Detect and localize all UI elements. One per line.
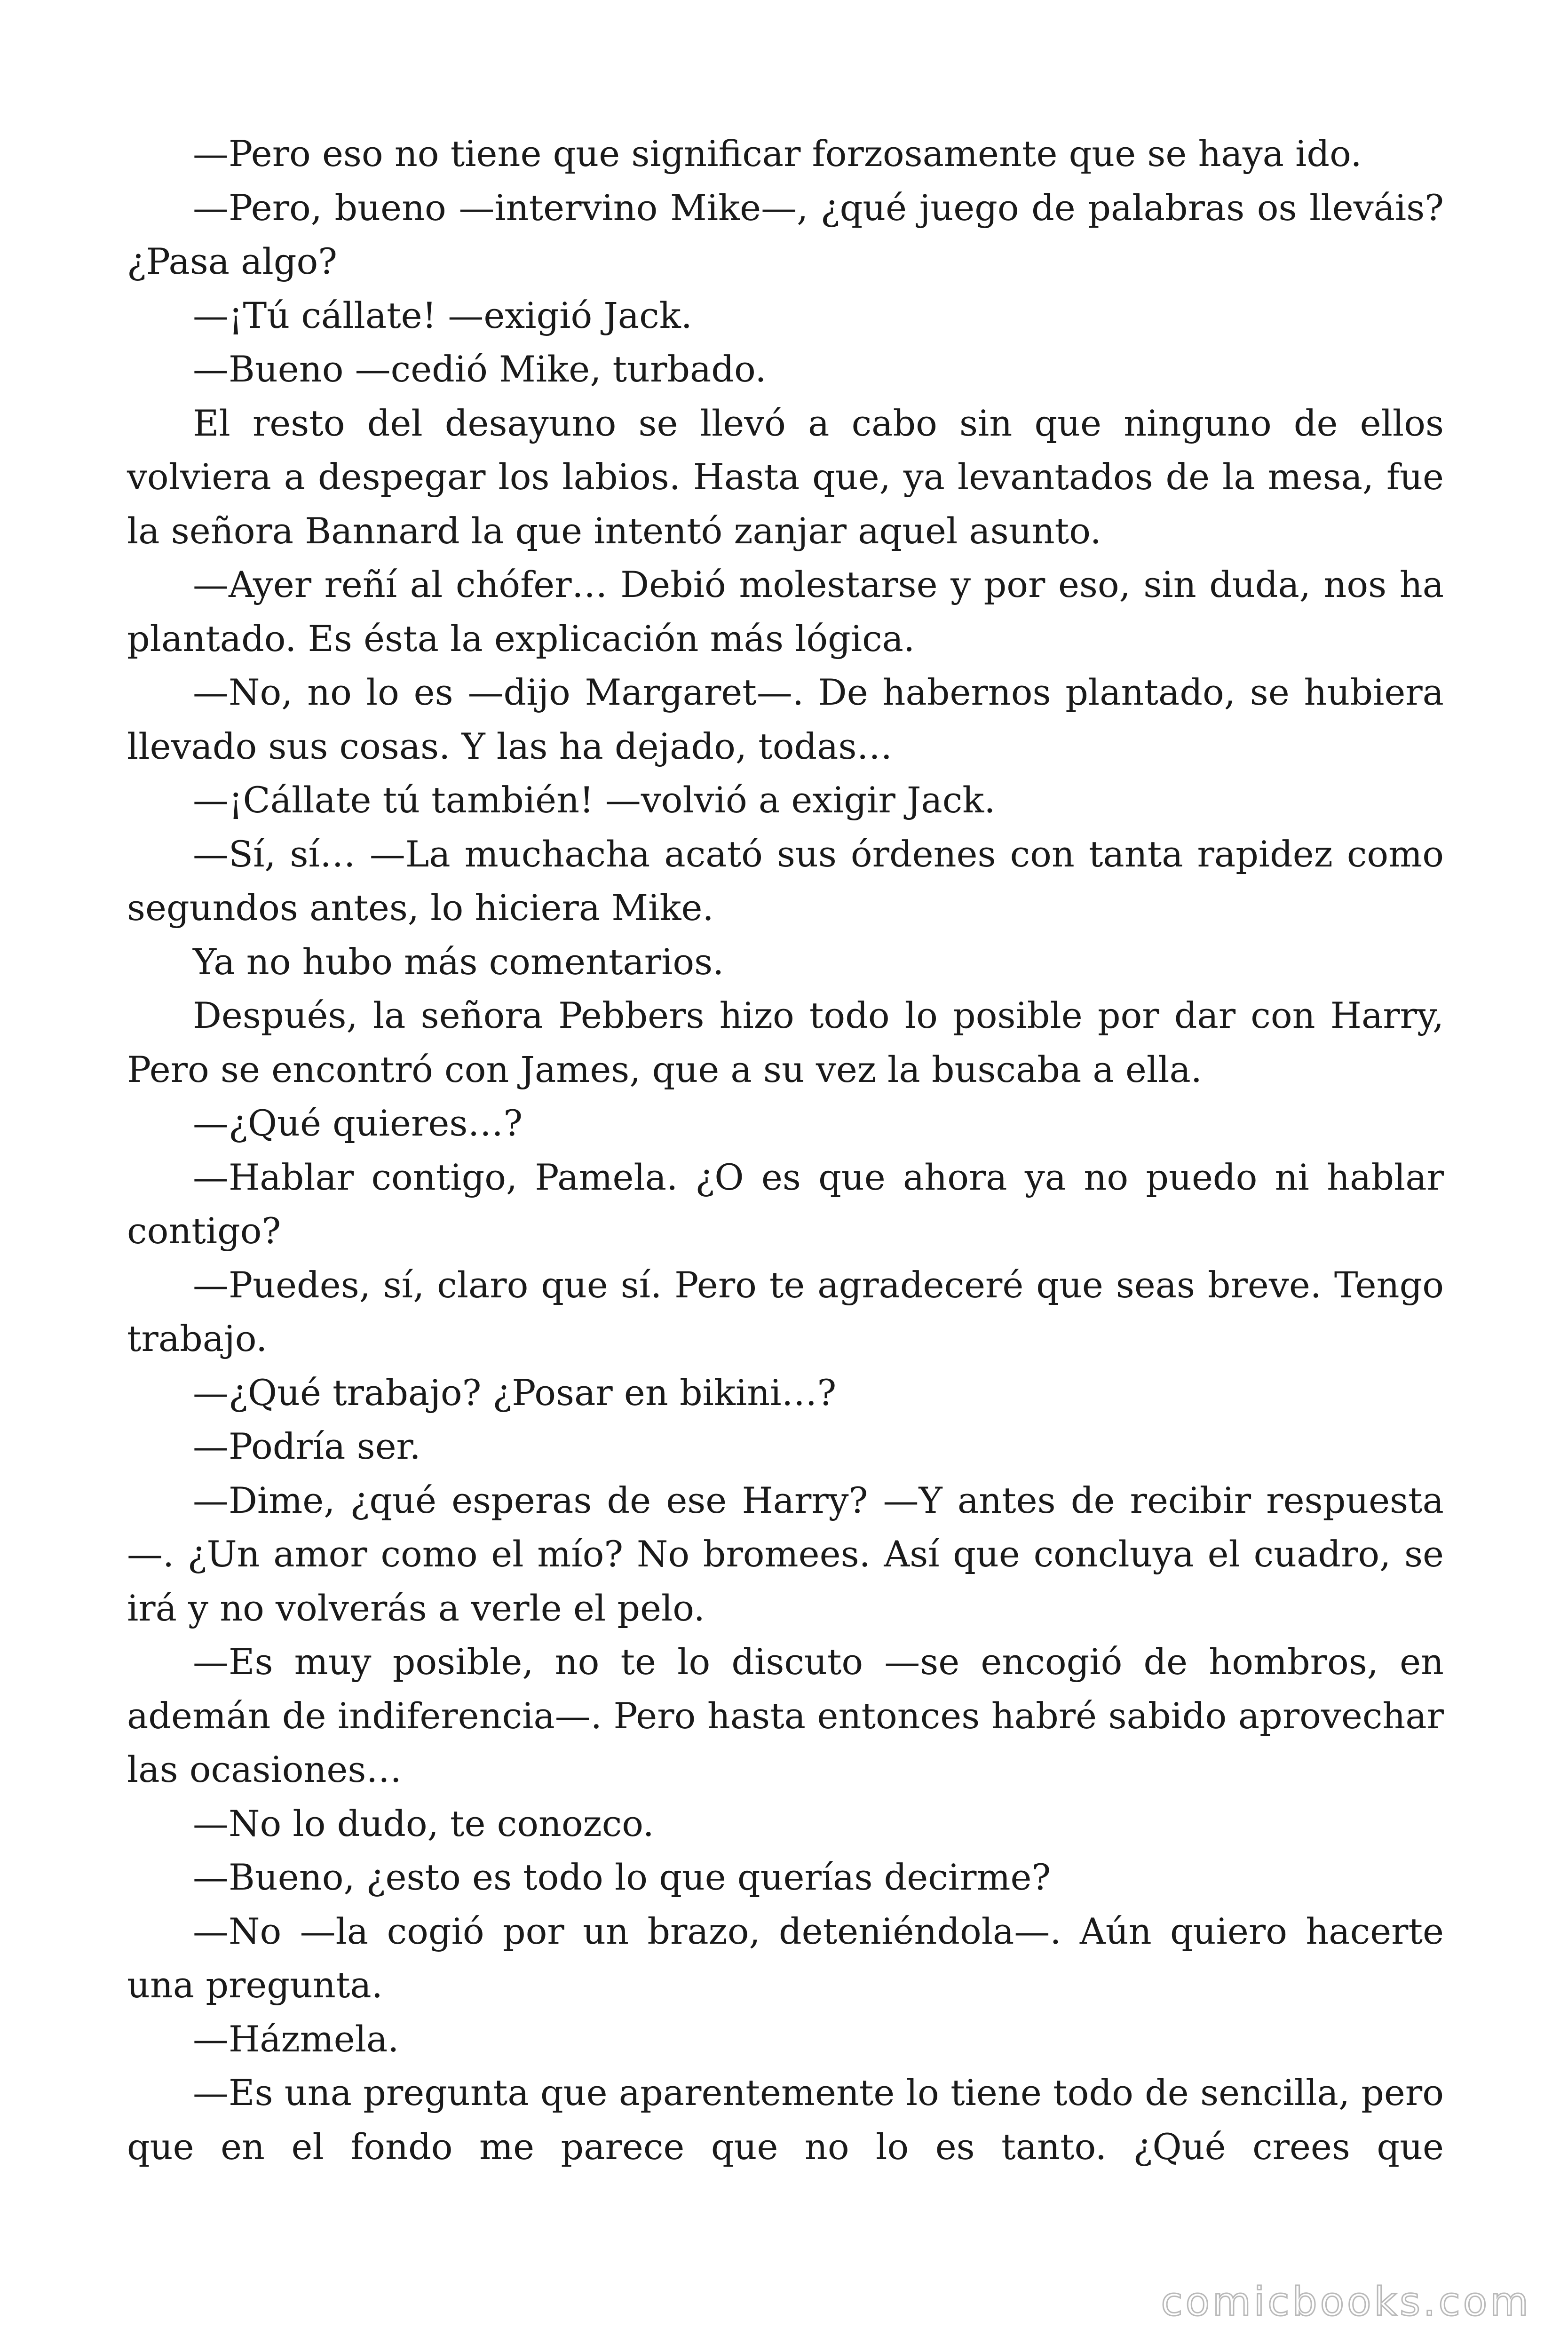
- paragraph: Después, la señora Pebbers hizo todo lo posible por dar con Harry, Pero se encontró con James, que a su vez la buscaba a ella.: [127, 994, 1444, 1090]
- paragraph: —No —la cogió por un brazo, deteniéndola—. Aún quiero hacerte una pregunta.: [127, 1910, 1444, 2006]
- paragraph: —Pero, bueno —intervino Mike—, ¿qué juego de palabras os lleváis? ¿Pasa algo?: [127, 186, 1444, 282]
- watermark: comicbooks.com: [1161, 2279, 1531, 2325]
- paragraph: —¿Qué quieres…?: [193, 1102, 523, 1144]
- paragraph: —Pero eso no tiene que significar forzosamente que se haya ido.: [193, 133, 1362, 175]
- paragraph: —Es una pregunta que aparentemente lo tiene todo de sencilla, pero que en el fondo me parece que no lo es tanto. ¿Qué crees que: [127, 2072, 1444, 2168]
- paragraph: —¡Cállate tú también! —volvió a exigir Jack.: [193, 779, 996, 821]
- paragraph: —¿Qué trabajo? ¿Posar en bikini…?: [193, 1371, 837, 1414]
- paragraph: Ya no hubo más comentarios.: [193, 940, 724, 983]
- paragraph: —Puedes, sí, claro que sí. Pero te agradeceré que seas breve. Tengo trabajo.: [127, 1263, 1444, 1359]
- paragraph: —Bueno —cedió Mike, turbado.: [193, 348, 767, 390]
- paragraph: —Ayer reñí al chófer… Debió molestarse y por eso, sin duda, nos ha plantado. Es ésta la explicación más lógica.: [127, 564, 1444, 660]
- paragraph: El resto del desayuno se llevó a cabo sin que ninguno de ellos volviera a despegar los labios. Hasta que, ya levantados de la mesa, fue la señora Bannard la que intentó zanjar aquel asunto.: [127, 402, 1444, 552]
- paragraph: —Dime, ¿qué esperas de ese Harry? —Y antes de recibir respuesta—. ¿Un amor como el mío? No bromees. Así que concluya el cuadro, se irá y no volverás a verle el pelo.: [127, 1479, 1444, 1629]
- paragraph: —No, no lo es —dijo Margaret—. De habernos plantado, se hubiera llevado sus cosas. Y las ha dejado, todas…: [127, 671, 1444, 767]
- paragraph: —Hablar contigo, Pamela. ¿O es que ahora ya no puedo ni hablar contigo?: [127, 1156, 1444, 1252]
- paragraph: —¡Tú cállate! —exigió Jack.: [193, 294, 692, 336]
- paragraph: —No lo dudo, te conozco.: [193, 1802, 654, 1844]
- paragraph: —Es muy posible, no te lo discuto —se encogió de hombros, en ademán de indiferencia—. Pero hasta entonces habré sabido aprovechar las ocasiones…: [127, 1641, 1444, 1790]
- paragraph: —Sí, sí… —La muchacha acató sus órdenes con tanta rapidez como segundos antes, lo hiciera Mike.: [127, 833, 1444, 929]
- page-text: [127, 127, 1444, 2244]
- paragraph: —Házmela.: [193, 2018, 399, 2060]
- paragraph: —Podría ser.: [193, 1425, 421, 1467]
- paragraph: —Bueno, ¿esto es todo lo que querías decirme?: [193, 1856, 1051, 1898]
